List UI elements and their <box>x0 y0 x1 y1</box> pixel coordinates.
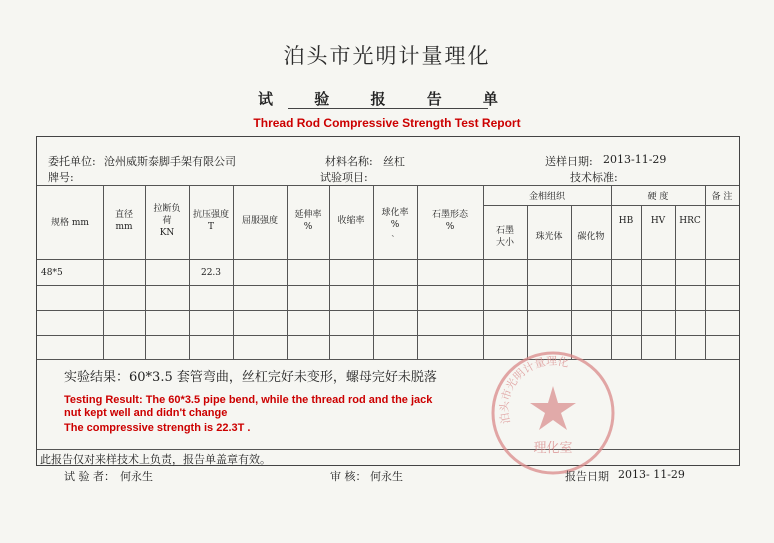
group-header-metallography: 金相组织 <box>528 192 565 202</box>
cell-compressive: 22.3 <box>200 268 222 278</box>
col-header-spec: 规格 mm <box>51 218 89 228</box>
col-line <box>675 205 676 359</box>
col-header-breaking-load: 拉断负 荷 KN <box>153 204 181 238</box>
title-underline <box>288 108 488 109</box>
row-line <box>37 285 739 286</box>
client-value: 沧州威斯泰脚手架有限公司 <box>104 155 236 168</box>
report-title-en: Thread Rod Compressive Strength Test Report <box>253 116 521 130</box>
col-header-compressive: 抗压强度 T <box>192 210 229 232</box>
report-date-label: 报告日期 <box>565 470 609 483</box>
date-label: 送样日期: <box>545 155 593 168</box>
col-line <box>233 185 234 359</box>
report-title-cn: 试 验 报 告 单 <box>258 90 516 108</box>
group-header-hardness: 硬 度 <box>647 192 669 202</box>
official-stamp <box>488 348 618 478</box>
client-label: 委托单位: <box>48 155 96 168</box>
col-line <box>705 185 706 359</box>
material-label: 材料名称: <box>325 155 373 168</box>
cell-spec: 48*5 <box>41 268 63 278</box>
row-line <box>37 185 739 186</box>
svg-text:理化室: 理化室 <box>533 441 573 456</box>
svg-text:泊头市光明计量理化: 泊头市光明计量理化 <box>497 354 570 425</box>
row-line <box>37 449 739 450</box>
col-header-hb: HB <box>618 216 634 226</box>
reviewer-label: 审 核： <box>330 470 367 483</box>
col-header-remark: 备 注 <box>711 192 733 202</box>
material-value: 丝杠 <box>383 155 405 168</box>
result-cn: 实验结果：60*3.5 套管弯曲，丝杠完好未变形，螺母完好未脱落 <box>64 370 437 385</box>
col-header-diameter: 直径 mm <box>114 210 133 232</box>
col-header-hrc: HRC <box>679 216 701 226</box>
reviewer-value: 何永生 <box>370 470 403 483</box>
col-header-graphite-size: 石墨 大小 <box>495 226 514 248</box>
row-line <box>37 259 739 260</box>
test-item-label: 试验项目: <box>320 171 368 184</box>
col-line <box>483 185 484 359</box>
row-line <box>37 310 739 311</box>
col-header-carbide: 碳化物 <box>577 232 605 242</box>
date-value: 2013-11-29 <box>603 153 667 166</box>
tester-value: 何永生 <box>120 470 153 483</box>
col-line <box>611 185 612 359</box>
col-line <box>571 205 572 359</box>
col-line <box>527 205 528 359</box>
col-line <box>641 205 642 359</box>
report-date-value: 2013- 11-29 <box>618 468 685 481</box>
col-header-elongation: 延伸率 % <box>294 210 322 232</box>
result-en: Testing Result: The 60*3.5 pipe bend, while the thread rod and the jack nut kept well and didn't change The compressive strength is 22.3T . <box>64 394 433 434</box>
col-header-graphite-form: 石墨形态 % <box>431 210 468 232</box>
tester-label: 试 验 者： <box>64 470 115 483</box>
row-line <box>37 335 739 336</box>
col-line <box>329 185 330 359</box>
org-title: 泊头市光明计量理化 <box>283 44 491 68</box>
col-header-spheroidization: 球化率 % 、 <box>381 208 409 238</box>
tech-standard-label: 技术标准: <box>570 171 618 184</box>
disclaimer: 此报告仅对来样技术上负责，报告单盖章有效。 <box>40 453 271 466</box>
col-header-yield: 屈服强度 <box>241 216 278 226</box>
col-header-pearlite: 珠光体 <box>535 232 563 242</box>
row-line <box>37 359 739 360</box>
col-header-shrinkage: 收缩率 <box>337 216 365 226</box>
col-header-hv: HV <box>650 216 666 226</box>
brand-label: 牌号: <box>48 171 74 184</box>
